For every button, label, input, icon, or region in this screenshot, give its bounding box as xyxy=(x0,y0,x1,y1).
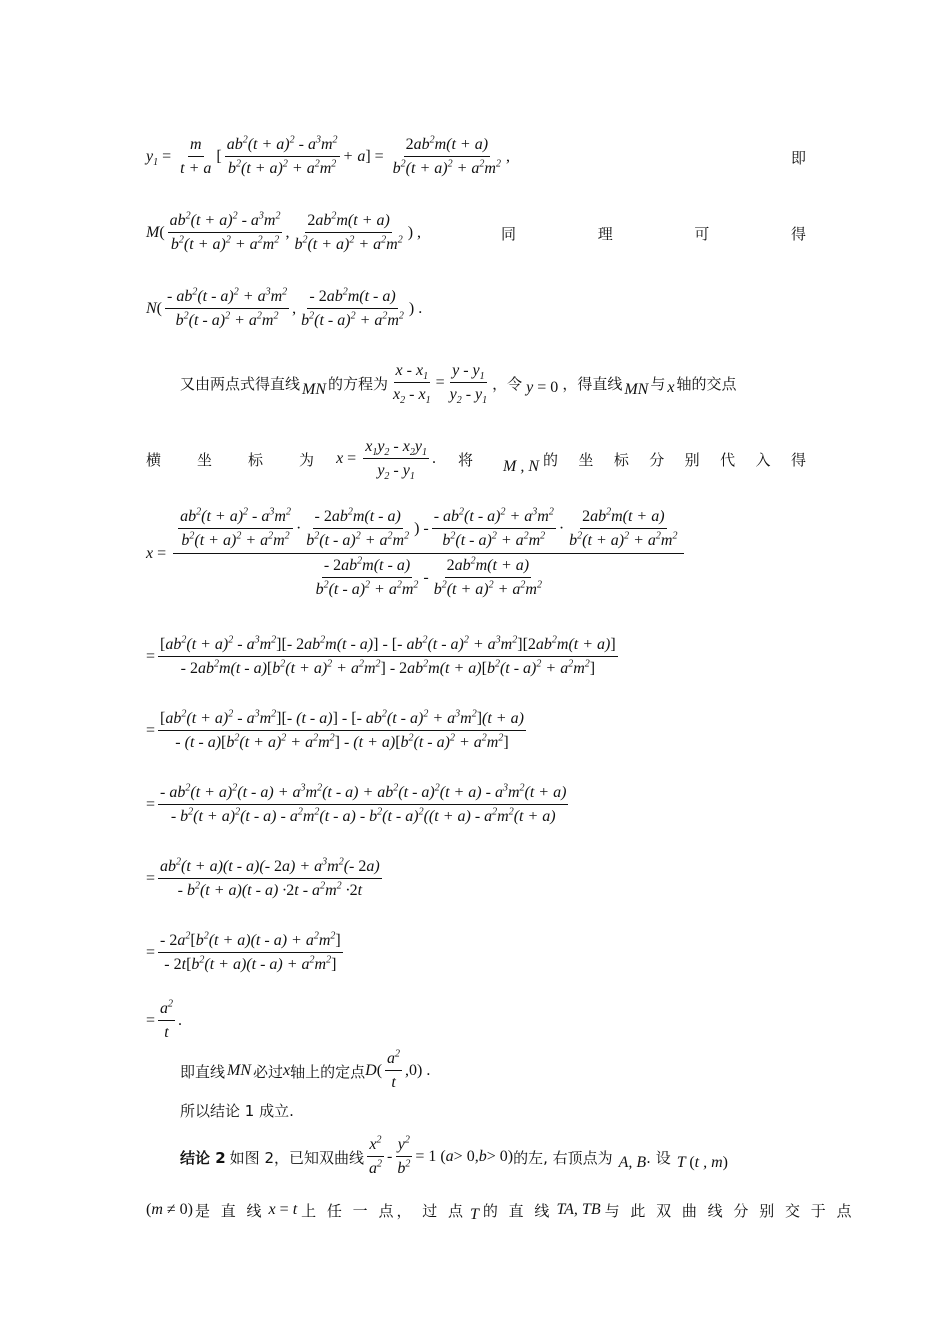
eq-N-line xyxy=(146,288,806,331)
eq-step-4: = $\frac{ab^2(t + a)(t - a)(- 2a) + a^3m^2(- 2a)}{- b^2(t + a)(t - a) \cdot 2t - a^2m^2 \cdot 2t}$ xyxy=(146,856,380,900)
eq-M: M( $\frac{ab^2(t + a)^2 - a^3m^2}{b^2(t + a)^2 + a^2m^2}$ , $\frac{2ab^2m(t + a)}{b^2(t + a)^2 + a^2m^2}$ ) , xyxy=(146,210,422,254)
text-tong: 同 xyxy=(501,224,517,243)
conclusion-fixed-point: 即直线 MN 必过 x 轴上的定点 D( $\frac{a^2}{t}$ ,0) . xyxy=(180,1048,431,1092)
eq-step-2: = $[ab^2(t + a)^2 - a^3m^2][-$ (t - a)] - [- $ab^2(t - a)^2 + a^3m^2](t + a)$ - $(t - a)[b^2(t + a)^2 + a^2m^2] - (t + a)[b^2(t - a)^2 + a^2m^2]$ xyxy=(146,708,524,752)
para-two-point: 又由两点式得直线 MN 的方程为 $\frac{x - x_1}{x_2 - x_1}$ = $\frac{y - y_1}{y_2 - y_1}$ ，令 y = 0 ，得直线 MN 与 x 轴的交点 xyxy=(180,362,737,407)
text-p1-3: ，得直线 xyxy=(562,374,623,393)
text-c1: 即直线 xyxy=(180,1062,226,1081)
text-p2-1: 坐 xyxy=(197,450,213,469)
text-li: 理 xyxy=(597,224,613,243)
text-p1-2: ，令 xyxy=(492,374,523,393)
text-c1b: 必过 xyxy=(253,1062,284,1081)
eq-x-compound: x = $\frac{ab^2(t + a)^2 - a^3m^2}{b^2(t + a)^2 + a^2m^2}$ · $\frac{- 2ab^2m(t - a)}{b^2(t - a)^2 + a^2m^2}$ ) - $\frac{- ab^2(t - a)^2 + a^3m^2}{b^2(t - a)^2 + a^2m^2}$ · $\frac{2ab^2m(t + a)}{b^2(t + a)^2 + a^2m^2}$ $\frac{- 2ab^2m(t - a)}{b^2(t - a)^2 + a^2m^2}$ - $\frac{2ab^2m(t + a)}{b^2(t + a)^2 + a^2m^2}$ xyxy=(146,508,806,600)
text-p2-3: 为 xyxy=(299,450,315,469)
eq-y1-line xyxy=(146,136,806,179)
text-r2a: 如图 2，已知双曲线 xyxy=(229,1148,364,1167)
result-2-cont: (m ≠ 0) 是 直 线 x = t 上 任 一 点， 过 点 T 的 直 线 TA, TB 与 此 双 曲 线 分 别 交 于 点 xyxy=(146,1201,855,1223)
text-p1-0: 又由两点式得直线 xyxy=(180,374,301,393)
text-r2b: 的左, 右顶点为 xyxy=(513,1148,613,1167)
text-p1-4: 与 xyxy=(650,374,666,393)
text-r3b: 上 任 一 点， 过 点 xyxy=(301,1201,466,1220)
text-r3c: 的 直 线 xyxy=(482,1201,553,1220)
text-r3a: 是 直 线 xyxy=(195,1201,265,1220)
eq-N: N( $\frac{- ab^2(t - a)^2 + a^3m^2}{b^2(t - a)^2 + a^2m^2}$ , $\frac{- 2ab^2m(t - a)}{b^2(t - a)^2 + a^2m^2}$ ) . xyxy=(146,286,423,330)
conclusion-1-holds xyxy=(180,1100,806,1121)
text-p2-2: 标 xyxy=(248,450,264,469)
eq-step-1: = $[ab^2(t + a)^2 - a^3m^2][-$ $2ab^2m(t - a)$] - [- $ab^2(t - a)^2 + a^3m^2][2ab^2m(t + a)]$ - $2ab^2m(t - a)[b^2(t + a)^2 + a^2m^2] - 2ab^2m(t + a)[b^2(t - a)^2 + a^2m^2]$ xyxy=(146,634,616,678)
result-2-label: 结论 2 xyxy=(180,1148,226,1167)
eq-step-6: = $\frac{a^2}{t}$ . xyxy=(146,998,183,1042)
eq-step-5: = $\frac{- 2a^2[b^2(t + a)(t - a) + a^2m^2]}{- 2t[b^2(t + a)(t - a) + a^2m^2]}$ xyxy=(146,930,341,974)
text-r3d: 与 此 双 曲 线 分 别 交 于 点 xyxy=(604,1201,855,1220)
eq-M-line xyxy=(146,212,806,255)
text-p2-10: 代 xyxy=(720,450,736,469)
result-2-line: 结论 2 如图 2，已知双曲线 $\frac{x^2}{a^2}$ - $\frac{y^2}{b^2}$ = 1 ( a > 0, b > 0) 的左, 右顶点为 A, B . 设 T (t , m) xyxy=(180,1134,728,1178)
text-p2-8: 分 xyxy=(649,450,665,469)
text-p2-4: 将 xyxy=(457,450,473,469)
text-p2-6: 坐 xyxy=(578,450,594,469)
text-p1-5: 轴的交点 xyxy=(676,374,737,393)
text-p2-0: 横 xyxy=(146,450,162,469)
text-p2-5: 的 xyxy=(542,450,558,469)
text-p1-1: 的方程为 xyxy=(328,374,389,393)
text-ke: 可 xyxy=(694,224,710,243)
text-p2-7: 标 xyxy=(613,450,629,469)
text-p2-11: 入 xyxy=(755,450,771,469)
para-abscissa: 横 坐 标 为 x = $\frac{x_1y_2 - x_2y_1}{y_2 - y_1}$ . 将 M , N 的 坐 标 分 别 代 入 得 xyxy=(146,438,806,483)
text-c1c: 轴上的定点 xyxy=(290,1062,366,1081)
text-p2-9: 别 xyxy=(684,450,700,469)
text-p2-12: 得 xyxy=(790,450,806,469)
text-de: 得 xyxy=(790,224,806,243)
text-r2c: . 设 xyxy=(646,1148,671,1167)
eq-step-3: = - $ab^2(t + a)^2(t - a) + a^3m^2(t - a) + ab^2(t - a)^2(t + a) - a^3m^2(t + a)$ - $b^2(t + a)^2(t - a) - a^2m^2(t - a) - b^2(t - a)^2((t + a) - a^2m^2(t + a)$ xyxy=(146,782,567,826)
eq-y1: $y_1$ = $\frac{m}{t + a}$ [ $\frac{ab^2(t + a)^2 - a^3m^2}{b^2(t + a)^2 + a^2m^2}$ + a] = $\frac{2ab^2m(t + a)}{b^2(t + a)^2 + a^2m^2}$ , xyxy=(146,134,510,178)
text-ji: 即 xyxy=(790,148,806,167)
text-c2: 所以结论 1 成立. xyxy=(180,1102,294,1120)
